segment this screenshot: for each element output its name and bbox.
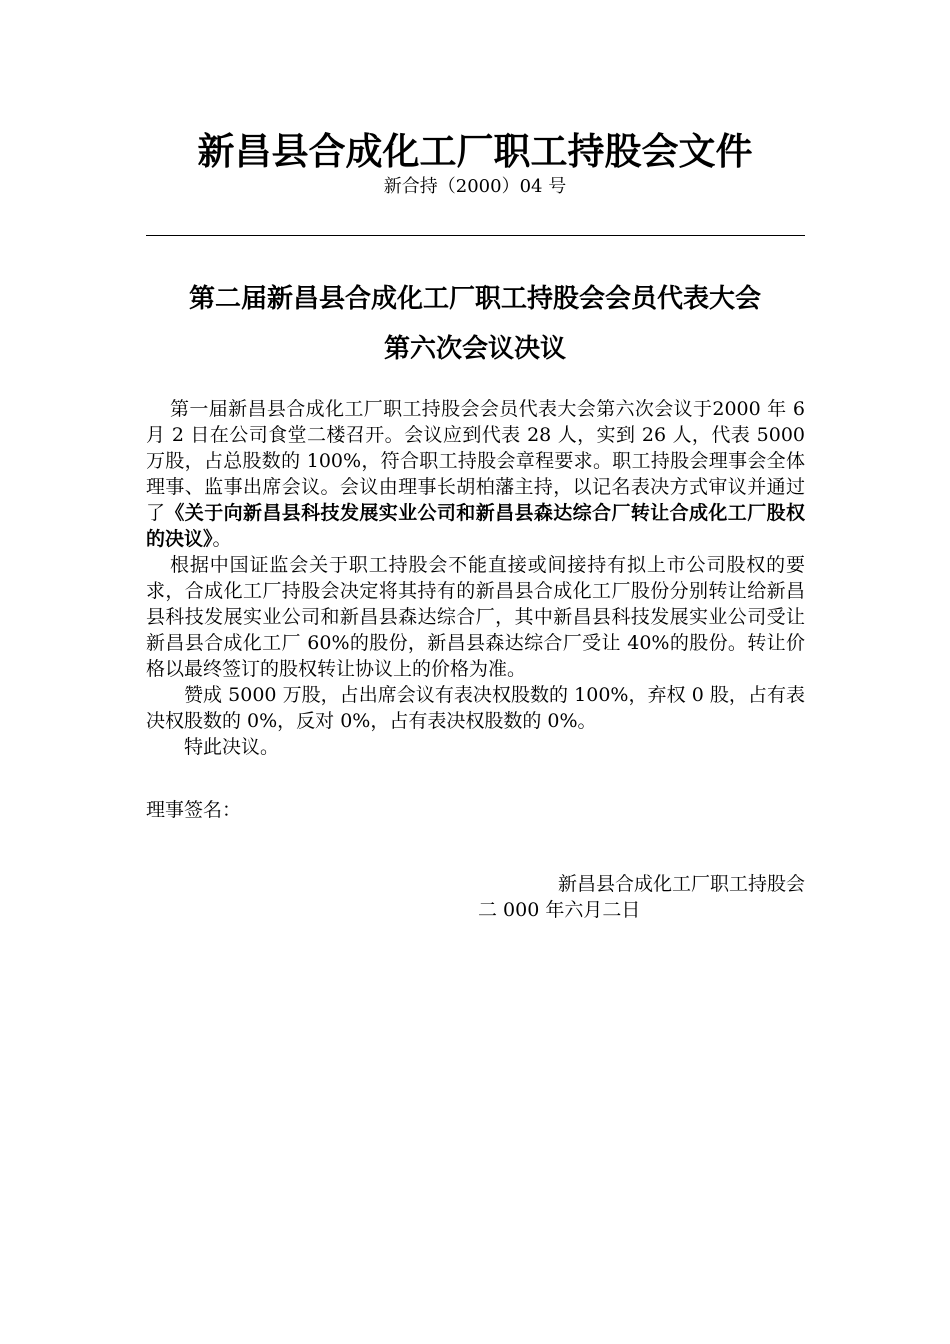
document-number: 新合持（2000）04 号 — [383, 176, 567, 197]
signature-date: 二 000 年六月二日 — [478, 899, 641, 921]
resolution-heading-line1: 第二届新昌县合成化工厂职工持股会会员代表大会 — [188, 284, 761, 314]
resolution-body — [146, 396, 805, 760]
header-divider — [146, 235, 805, 236]
body-paragraph-3: 赞成 5000 万股，占出席会议有表决权股数的 100%，弃权 0 股，占有表决权股数的 0%，反对 0%，占有表决权股数的 0%。 — [146, 684, 805, 732]
body-paragraph-1-text: 第一届新昌县合成化工厂职工持股会会员代表大会第六次会议于2000 年 6 月 2 日在公司食堂二楼召开。会议应到代表 28 人，实到 26 人，代表 5000 万股，占总股数的 100%，符合职工持股会章程要求。职工持股会理事会全体理事、监事出席会议。会议由理事长胡柏藩主持，以记名表决方式审议并通过了 — [146, 398, 805, 524]
signature-organization: 新昌县合成化工厂职工持股会 — [557, 873, 805, 895]
body-paragraph-4: 特此决议。 — [184, 736, 280, 758]
signature-label: 理事签名： — [146, 799, 242, 821]
body-paragraph-2: 根据中国证监会关于职工持股会不能直接或间接持有拟上市公司股权的要求，合成化工厂持股会决定将其持有的新昌县合成化工厂股份分别转让给新昌县科技发展实业公司和新昌县森达综合厂，其中新昌县科技发展实业公司受让新昌县合成化工厂 60%的股份，新昌县森达综合厂受让 40%的股份。转让价格以最终签订的股权转让协议上的价格为准。 — [146, 554, 805, 680]
body-paragraph-1 — [146, 396, 805, 552]
body-paragraph-1-end: 。 — [212, 528, 232, 550]
resolution-heading-line2: 第六次会议决议 — [383, 334, 566, 364]
document-title: 新昌县合成化工厂职工持股会文件 — [197, 129, 753, 173]
resolution-name: 《关于向新昌县科技发展实业公司和新昌县森达综合厂转让合成化工厂股权的决议》 — [146, 502, 805, 550]
